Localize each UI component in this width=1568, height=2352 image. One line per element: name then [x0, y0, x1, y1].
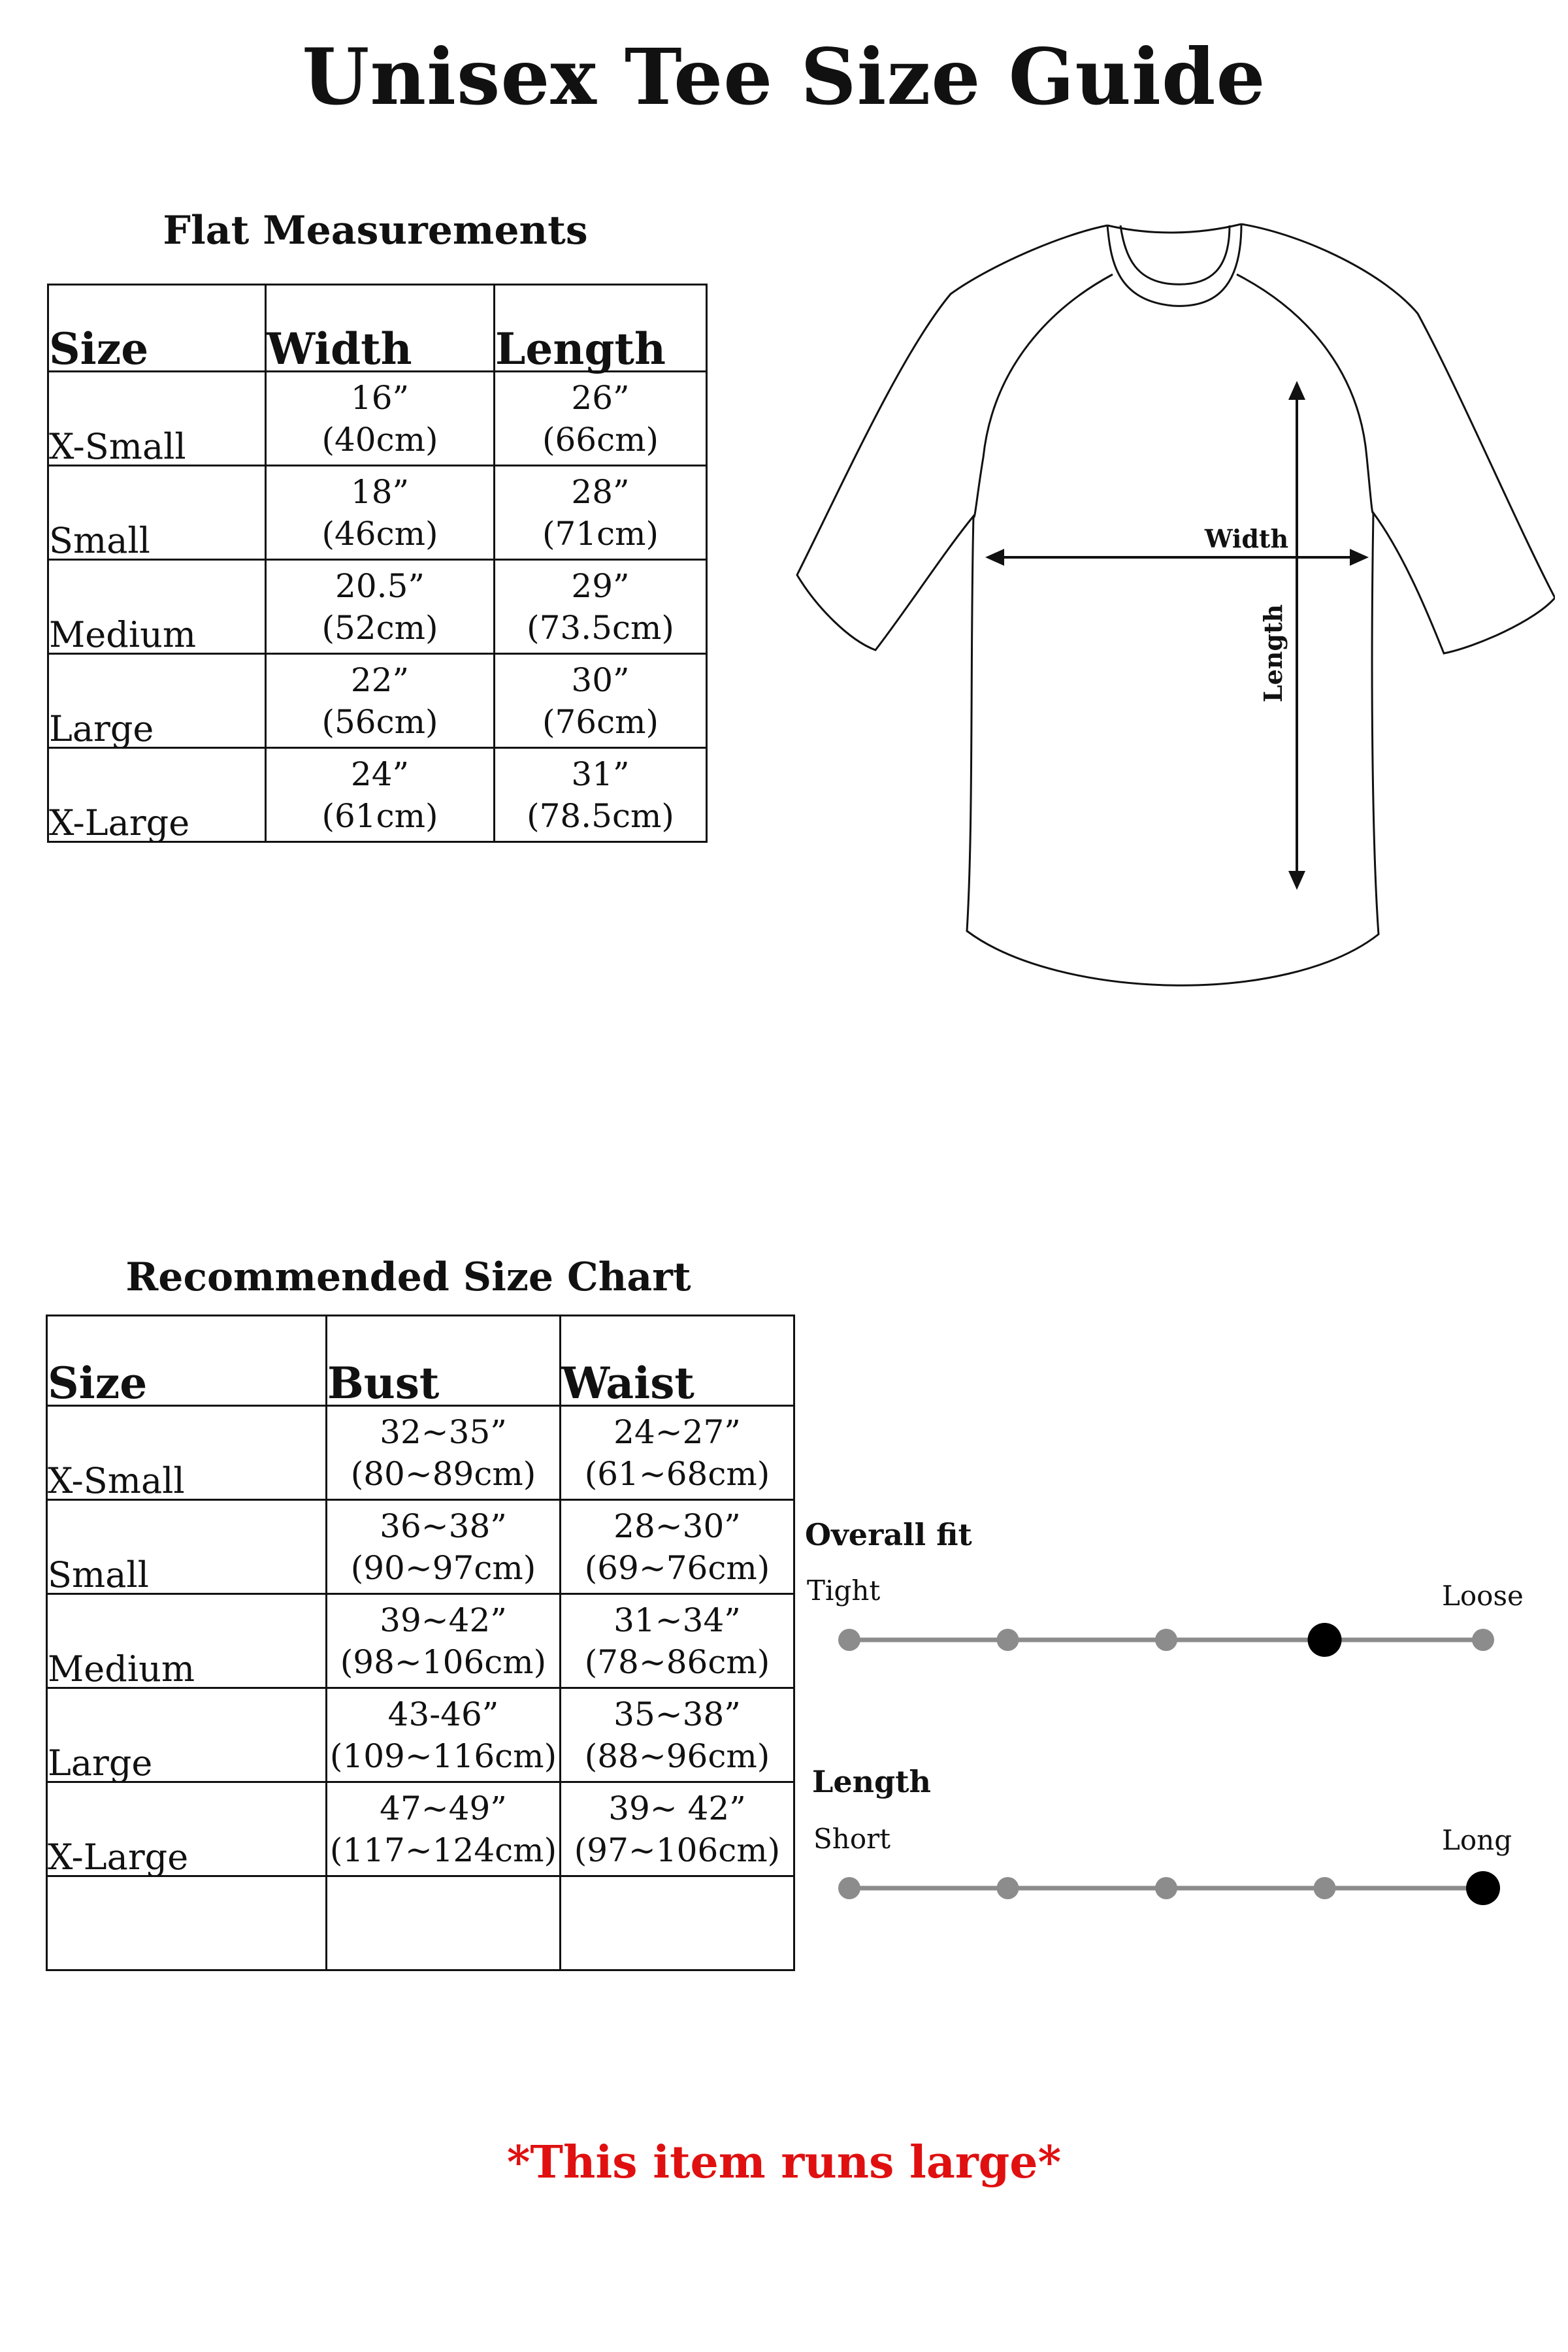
bust-value	[327, 1406, 561, 1500]
table-row	[48, 560, 707, 654]
width-cm: (56cm)	[321, 702, 438, 741]
length-arrow-head-top	[1288, 381, 1305, 400]
table-header-row	[48, 285, 707, 372]
waist-inches: 35~38”	[613, 1695, 741, 1733]
waist-value	[561, 1876, 794, 1970]
recommended-size-table	[46, 1315, 795, 1971]
length-label: Length	[1258, 604, 1288, 703]
column-header: Waist	[561, 1316, 794, 1406]
waist-inches: 24~27”	[613, 1413, 741, 1451]
scale-point	[1155, 1877, 1177, 1899]
width-arrow-head-left	[985, 549, 1004, 566]
table-row	[47, 1406, 794, 1500]
table-row	[48, 466, 707, 560]
size-label: Small	[48, 466, 266, 560]
flat-measurements-table	[47, 284, 708, 843]
width-cm: (46cm)	[321, 514, 438, 553]
bust-value	[327, 1782, 561, 1876]
tshirt-diagram	[784, 209, 1555, 1013]
bust-inches: 39~42”	[380, 1601, 507, 1639]
waist-cm: (61~68cm)	[584, 1454, 770, 1493]
table-header-row	[47, 1316, 794, 1406]
length-cm: (76cm)	[542, 702, 659, 741]
bust-value	[327, 1594, 561, 1688]
length-inches: 26”	[571, 378, 630, 417]
size-label: X-Large	[48, 748, 266, 842]
waist-inches: 39~ 42”	[608, 1789, 746, 1827]
size-label: X-Small	[48, 372, 266, 466]
recommended-size-title: Recommended Size Chart	[125, 1254, 691, 1300]
bust-inches: 32~35”	[380, 1413, 507, 1451]
waist-cm: (78~86cm)	[584, 1642, 770, 1681]
bust-cm: (98~106cm)	[340, 1642, 547, 1681]
bust-value	[327, 1876, 561, 1970]
bust-value	[327, 1500, 561, 1594]
width-inches: 22”	[350, 661, 410, 699]
bust-cm: (117~124cm)	[329, 1831, 557, 1869]
bust-inches: 36~38”	[380, 1507, 507, 1545]
scale-point	[997, 1629, 1019, 1651]
length-fit-low-label: Short	[813, 1823, 891, 1855]
flat-measurements-title: Flat Measurements	[163, 208, 588, 253]
width-cm: (52cm)	[321, 608, 438, 647]
table-row	[48, 654, 707, 748]
bust-cm: (109~116cm)	[329, 1737, 557, 1775]
overall-fit-high-label: Loose	[1442, 1580, 1524, 1612]
table-row	[48, 748, 707, 842]
column-header: Size	[47, 1316, 327, 1406]
length-cm: (66cm)	[542, 420, 659, 459]
length-value	[495, 372, 707, 466]
length-fit-high-label: Long	[1442, 1824, 1512, 1856]
width-arrow-head-right	[1350, 549, 1369, 566]
column-header: Length	[495, 285, 707, 372]
size-label: Medium	[48, 560, 266, 654]
column-header: Width	[266, 285, 495, 372]
length-inches: 30”	[571, 661, 630, 699]
page-title: Unisex Tee Size Guide	[302, 31, 1266, 122]
size-label: X-Small	[47, 1406, 327, 1500]
waist-value	[561, 1782, 794, 1876]
length-value	[495, 560, 707, 654]
width-value	[266, 466, 495, 560]
width-value	[266, 654, 495, 748]
waist-inches: 28~30”	[613, 1507, 741, 1545]
waist-value	[561, 1688, 794, 1782]
overall-fit-scale	[823, 1614, 1516, 1666]
table-row	[47, 1782, 794, 1876]
length-cm: (71cm)	[542, 514, 659, 553]
waist-cm: (97~106cm)	[574, 1831, 781, 1869]
length-fit-scale	[823, 1862, 1516, 1914]
raglan-seam-right	[1237, 274, 1373, 514]
width-value	[266, 748, 495, 842]
table-row	[47, 1500, 794, 1594]
length-inches: 29”	[571, 566, 630, 605]
table-row	[47, 1594, 794, 1688]
neck-inner	[1120, 225, 1230, 284]
waist-cm: (69~76cm)	[584, 1548, 770, 1587]
size-label: Large	[48, 654, 266, 748]
width-inches: 24”	[350, 755, 410, 793]
waist-inches: 31~34”	[613, 1601, 741, 1639]
overall-fit-label: Overall fit	[805, 1517, 972, 1552]
scale-point	[838, 1877, 860, 1899]
scale-point	[1472, 1629, 1494, 1651]
width-inches: 18”	[350, 472, 410, 511]
waist-value	[561, 1594, 794, 1688]
scale-point-selected	[1308, 1623, 1342, 1657]
waist-value	[561, 1500, 794, 1594]
size-label: Small	[47, 1500, 327, 1594]
width-value	[266, 560, 495, 654]
bust-inches: 43-46”	[387, 1695, 499, 1733]
tshirt-outline	[797, 224, 1555, 985]
overall-fit-low-label: Tight	[807, 1575, 881, 1607]
size-label: X-Large	[47, 1782, 327, 1876]
bust-cm: (80~89cm)	[350, 1454, 536, 1493]
scale-point	[1155, 1629, 1177, 1651]
scale-point	[838, 1629, 860, 1651]
waist-cm: (88~96cm)	[584, 1737, 770, 1775]
width-cm: (40cm)	[321, 420, 438, 459]
width-value	[266, 372, 495, 466]
width-label: Width	[1204, 524, 1289, 553]
size-label: Medium	[47, 1594, 327, 1688]
waist-value	[561, 1406, 794, 1500]
length-fit-label: Length	[812, 1764, 931, 1799]
bust-value	[327, 1688, 561, 1782]
table-row	[47, 1876, 794, 1970]
column-header: Size	[48, 285, 266, 372]
raglan-seam-left	[973, 274, 1113, 517]
width-inches: 16”	[350, 378, 410, 417]
length-cm: (78.5cm)	[527, 796, 674, 835]
length-value	[495, 654, 707, 748]
width-inches: 20.5”	[335, 566, 425, 605]
length-inches: 28”	[571, 472, 630, 511]
size-label: Large	[47, 1688, 327, 1782]
length-inches: 31”	[571, 755, 630, 793]
table-row	[48, 372, 707, 466]
length-cm: (73.5cm)	[527, 608, 674, 647]
scale-point	[1314, 1877, 1336, 1899]
table-row	[47, 1688, 794, 1782]
length-arrow-head-bottom	[1288, 871, 1305, 890]
neck-top	[1107, 224, 1241, 233]
bust-inches: 47~49”	[380, 1789, 507, 1827]
bust-cm: (90~97cm)	[350, 1548, 536, 1587]
width-cm: (61cm)	[321, 796, 438, 835]
runs-large-note: *This item runs large*	[506, 2136, 1062, 2189]
length-value	[495, 466, 707, 560]
column-header: Bust	[327, 1316, 561, 1406]
size-label	[47, 1876, 327, 1970]
scale-point-selected	[1466, 1871, 1500, 1905]
length-value	[495, 748, 707, 842]
scale-point	[997, 1877, 1019, 1899]
